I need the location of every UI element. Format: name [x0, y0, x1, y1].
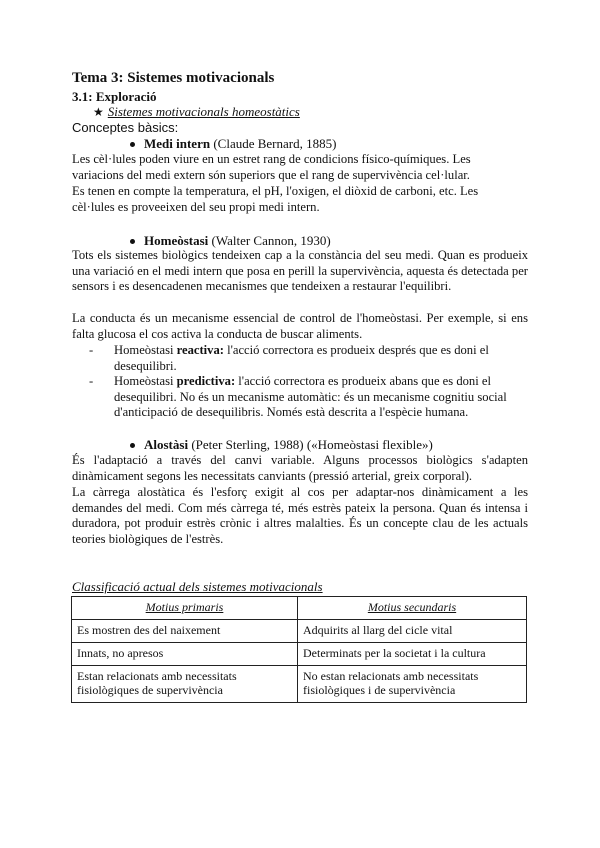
source-medi-intern: (Claude Bernard, 1885): [213, 136, 337, 151]
classification-table: [71, 596, 527, 703]
bullet-medi-intern: [130, 136, 336, 152]
list-item-predictiva: [91, 374, 528, 421]
item-prefix: Homeòstasi: [114, 343, 177, 357]
paragraph-homeostasi-1: Tots els sistemes biològics tendeixen cap a la constància del seu medi. Quan es produeix una variació en el medi intern que posa en perill la supervivència, aquesta és detectada per sensors i es desencadenen mecanismes que tendeixen a restaurar l'equilibri.: [72, 248, 528, 294]
paragraph-medi-intern-3: Es tenen en compte la temperatura, el pH, l'oxigen, el diòxid de carboni, etc. Les: [72, 184, 479, 198]
subsection-label: Sistemes motivacionals homeostàtics: [107, 104, 300, 119]
table-row: [72, 666, 527, 703]
item-keyword: predictiva:: [176, 374, 236, 388]
bullet-icon: [130, 443, 135, 448]
page-title: Tema 3: Sistemes motivacionals: [72, 70, 275, 86]
paragraph-alostasi-1: És l'adaptació a través del canvi variable. Alguns processos biològics s'adapten dinàmicament segons les necessitats canviants (pressió arterial, greix corporal).: [72, 453, 528, 483]
paragraph-medi-intern-4: cèl·lules es proveeixen del seu propi medi intern.: [72, 199, 320, 214]
table-cell: Estan relacionats amb necessitats fisiològiques de supervivència: [72, 666, 298, 703]
table-cell: Adquirits al llarg del cicle vital: [298, 620, 527, 643]
paragraph-homeostasi-2: La conducta és un mecanisme essencial de control de l'homeòstasi. Per exemple, si ens falta glucosa el cos activa la conducta de buscar aliments.: [72, 311, 528, 341]
dash-icon: -: [89, 374, 94, 388]
table-header-row: [72, 597, 527, 620]
term-alostasi: Alostàsi: [144, 437, 189, 452]
term-homeostasi: Homeòstasi: [144, 233, 209, 248]
table-cell: Determinats per la societat i la cultura: [298, 643, 527, 666]
item-text: l'acció correctora es produeix abans que es doni el desequilibri. No és un mecanisme automàtic: és un mecanisme cognitiu social d'anticipació de desequilibris. Només està descrita a l'espècie humana.: [114, 374, 507, 420]
source-alostasi: (Peter Sterling, 1988) («Homeòstasi flexible»): [191, 437, 433, 452]
item-prefix: Homeòstasi: [114, 374, 177, 388]
header-primaris: Motius primaris: [72, 597, 298, 620]
bullet-alostasi: [130, 437, 433, 453]
dash-icon: -: [89, 343, 94, 357]
list-item-reactiva: [91, 343, 528, 374]
table-cell: Es mostren des del naixement: [72, 620, 298, 643]
bullet-icon: [130, 142, 135, 147]
table-row: [72, 643, 527, 666]
section-subtitle: 3.1: Exploració: [72, 89, 157, 104]
source-homeostasi: (Walter Cannon, 1930): [211, 233, 331, 248]
star-icon: ★: [93, 105, 104, 119]
bullet-homeostasi: [130, 233, 331, 249]
item-text: l'acció correctora es produeix després que es doni el desequilibri.: [114, 343, 489, 373]
paragraph-alostasi-2: La càrrega alostàtica és l'esforç exigit al cos per adaptar-nos dinàmicament a les demandes del medi. Com més càrrega té, més estrès pateix la persona. Quan és intensa i duradora, pot produir estrès crònic i altres malalties. És un concepte clau de les actuals teories biològiques de l'estrès.: [72, 485, 528, 546]
table-row: [72, 620, 527, 643]
subsection-heading: [93, 104, 300, 120]
paragraph-medi-intern-2: variacions del medi extern són superiors que el rang de supervivència cel·lular.: [72, 167, 470, 182]
header-secundaris: Motius secundaris: [298, 597, 527, 620]
item-keyword: reactiva:: [176, 343, 224, 357]
bullet-icon: [130, 239, 135, 244]
table-cell: No estan relacionats amb necessitats fisiològiques i de supervivència: [298, 666, 527, 703]
concepts-label: Conceptes bàsics:: [72, 120, 179, 135]
table-caption: Classificació actual dels sistemes motivacionals: [72, 579, 323, 594]
term-medi-intern: Medi intern: [144, 136, 211, 151]
table-cell: Innats, no apresos: [72, 643, 298, 666]
paragraph-medi-intern-1: Les cèl·lules poden viure en un estret rang de condicions físico-químiques. Les: [72, 152, 471, 166]
